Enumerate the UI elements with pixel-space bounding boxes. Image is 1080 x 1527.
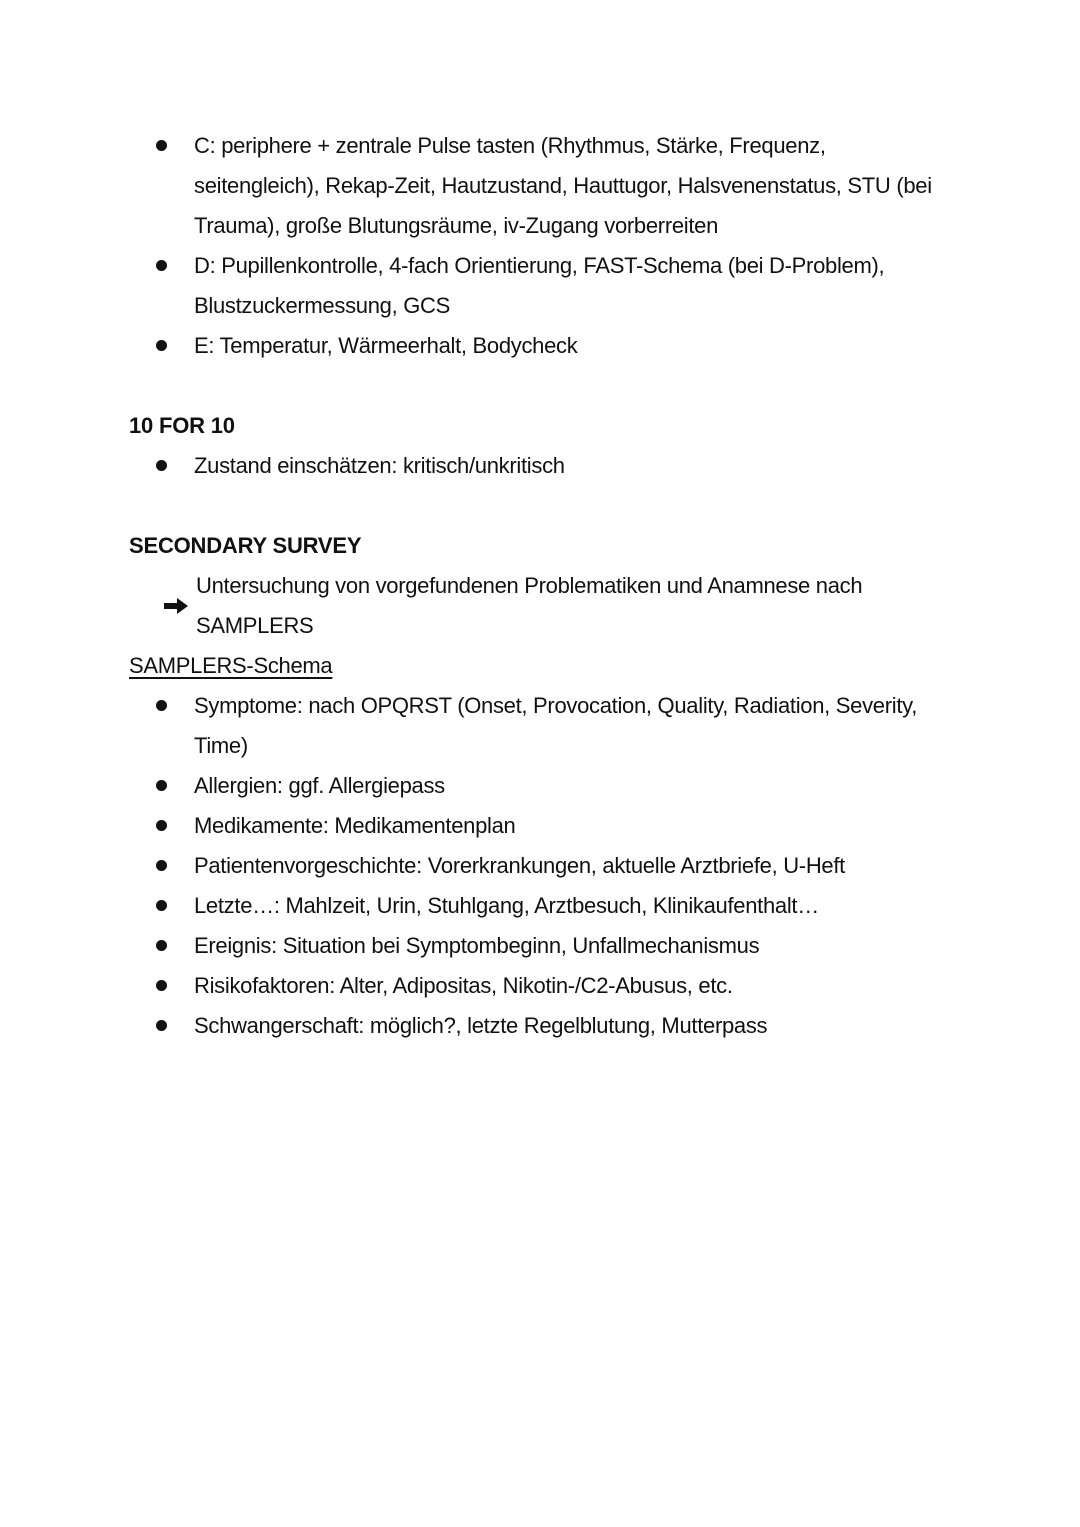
primary-survey-list xyxy=(129,126,949,366)
list-item-text: Patientenvorgeschichte: Vorerkrankungen, aktuelle Arztbriefe, U-Heft xyxy=(194,853,845,878)
right-arrow-icon xyxy=(163,596,189,616)
samplers-list xyxy=(129,686,949,1046)
list-item xyxy=(129,326,949,366)
bullet-icon xyxy=(156,980,167,991)
bullet-icon xyxy=(156,820,167,831)
intro-text: Untersuchung von vorgefundenen Problematiken und Anamnese nach SAMPLERS xyxy=(196,573,863,638)
list-item xyxy=(129,926,949,966)
bullet-icon xyxy=(156,1020,167,1031)
list-item-text: Risikofaktoren: Alter, Adipositas, Nikotin-/C2-Abusus, etc. xyxy=(194,973,733,998)
bullet-icon xyxy=(156,140,167,151)
bullet-icon xyxy=(156,460,167,471)
bullet-icon xyxy=(156,780,167,791)
list-item xyxy=(129,246,949,326)
list-item xyxy=(129,846,949,886)
bullet-icon xyxy=(156,340,167,351)
list-item-text: Zustand einschätzen: kritisch/unkritisch xyxy=(194,453,565,478)
spacer xyxy=(129,486,949,526)
bullet-icon xyxy=(156,260,167,271)
list-item xyxy=(129,1006,949,1046)
list-item xyxy=(129,966,949,1006)
list-item xyxy=(129,766,949,806)
bullet-icon xyxy=(156,700,167,711)
spacer xyxy=(129,366,949,406)
list-item-text: E: Temperatur, Wärmeerhalt, Bodycheck xyxy=(194,333,578,358)
bullet-icon xyxy=(156,900,167,911)
section-heading-10-for-10: 10 FOR 10 xyxy=(129,413,235,438)
section-heading-secondary-survey: SECONDARY SURVEY xyxy=(129,533,362,558)
bullet-icon xyxy=(156,940,167,951)
secondary-survey-intro xyxy=(129,566,949,646)
bullet-icon xyxy=(156,860,167,871)
list-item-text: Schwangerschaft: möglich?, letzte Regelblutung, Mutterpass xyxy=(194,1013,768,1038)
list-item xyxy=(129,886,949,926)
page-content xyxy=(129,126,949,1046)
list-item xyxy=(129,126,949,246)
list-item-text: Symptome: nach OPQRST (Onset, Provocation, Quality, Radiation, Severity, Time) xyxy=(194,693,918,758)
list-item-text: Ereignis: Situation bei Symptombeginn, Unfallmechanismus xyxy=(194,933,760,958)
ten-for-ten-list xyxy=(129,446,949,486)
list-item-text: Medikamente: Medikamentenplan xyxy=(194,813,516,838)
list-item-text: C: periphere + zentrale Pulse tasten (Rhythmus, Stärke, Frequenz, seitengleich), Rekap-Zeit, Hautzustand, Hauttugor, Halsvenenstatus, STU (bei Trauma), große Blutungsräume, iv-Zugang vorberreiten xyxy=(194,133,932,238)
list-item xyxy=(129,446,949,486)
list-item-text: Letzte…: Mahlzeit, Urin, Stuhlgang, Arztbesuch, Klinikaufenthalt… xyxy=(194,893,819,918)
list-item xyxy=(129,806,949,846)
list-item-text: Allergien: ggf. Allergiepass xyxy=(194,773,445,798)
list-item xyxy=(129,686,949,766)
list-item-text: D: Pupillenkontrolle, 4-fach Orientierung, FAST-Schema (bei D-Problem), Blustzuckermessung, GCS xyxy=(194,253,885,318)
samplers-schema-label: SAMPLERS-Schema xyxy=(129,653,333,678)
